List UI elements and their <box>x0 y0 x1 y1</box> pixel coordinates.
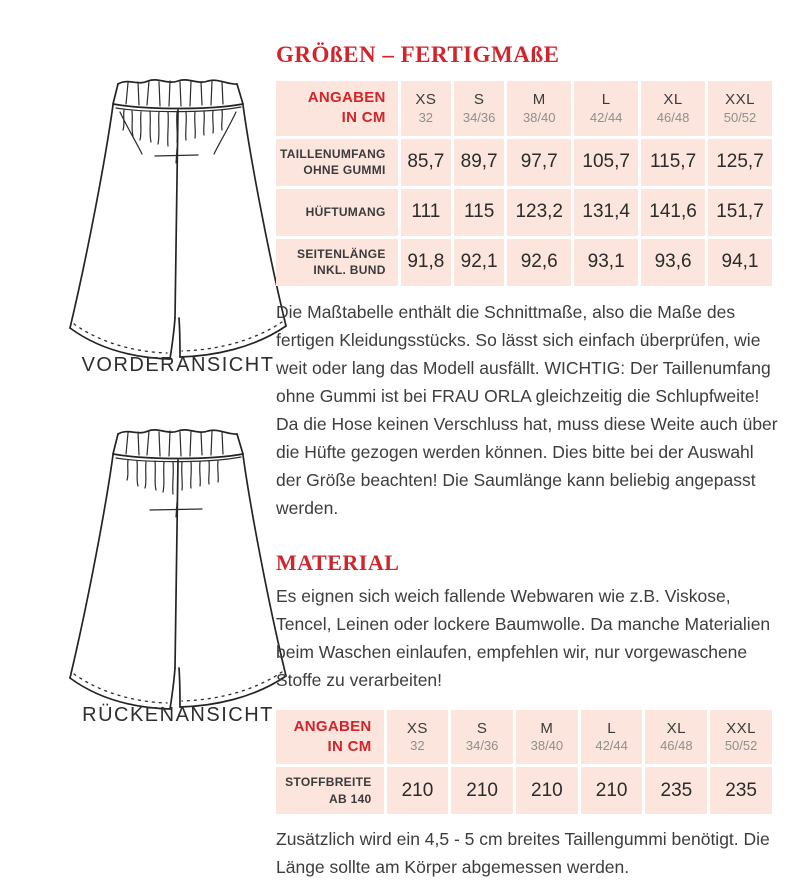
measurement-value: 97,7 <box>507 139 571 186</box>
size-column-header <box>708 81 772 136</box>
measurement-value: 91,8 <box>401 239 451 286</box>
measurement-value: 105,7 <box>574 139 638 186</box>
table-header-row <box>276 710 772 765</box>
size-column-header <box>454 81 504 136</box>
back-view-figure <box>52 422 304 727</box>
units-label-line: ANGABEN <box>307 89 386 106</box>
fabric-width-table <box>273 707 775 818</box>
measurement-value: 111 <box>401 189 451 236</box>
measurement-value: 115,7 <box>641 139 705 186</box>
size-name: XXL <box>725 91 755 109</box>
measurement-value: 93,6 <box>641 239 705 286</box>
front-view-figure <box>52 72 304 377</box>
measurement-row <box>276 139 772 186</box>
size-name: M <box>540 719 554 737</box>
size-numbers: 46/48 <box>656 109 690 125</box>
size-column-header <box>641 81 705 136</box>
measurement-value: 235 <box>710 767 772 814</box>
measurement-value: 92,1 <box>454 239 504 286</box>
units-label-line: IN CM <box>327 737 372 755</box>
size-numbers: 46/48 <box>660 738 693 754</box>
size-numbers: 32 <box>418 109 434 125</box>
size-column-header <box>451 710 513 765</box>
units-label-line: ANGABEN <box>293 717 372 735</box>
instructions-column <box>276 42 778 881</box>
measurement-value: 131,4 <box>574 189 638 236</box>
measurement-value: 235 <box>645 767 707 814</box>
front-view-label: VORDERANSICHT <box>81 354 275 376</box>
size-name: L <box>607 719 617 737</box>
sizes-paragraph: Die Maßtabelle enthält die Schnittmaße, also die Maße des fertigen Kleidungsstücks. So lässt sich einfach überprüfen, wie weit oder lang das Modell ausfällt. WICHTIG: Der Taillenumfang ohne Gummi ist bei FRAU ORLA gleichzeitig die Schlupfweite! Da die Hose keinen Verschluss hat, muss diese Weite auch über die Hüfte gezogen werden können. Dies bitte bei der Auswahl der Größe beachten! Die Saumlänge kann beliebig angepasst werden. <box>276 301 778 518</box>
measurement-value: 85,7 <box>401 139 451 186</box>
size-column-header <box>574 81 638 136</box>
size-column-header <box>581 710 643 765</box>
size-column-header <box>516 710 578 765</box>
material-section-title: MATERIAL <box>276 549 400 575</box>
measurement-label-cell <box>276 767 384 814</box>
size-column-header <box>645 710 707 765</box>
units-label-line: IN CM <box>341 109 386 127</box>
size-name: XL <box>663 91 683 109</box>
size-numbers: 50/52 <box>724 738 758 754</box>
measurement-row <box>276 189 772 236</box>
back-view-label: RÜCKENANSICHT <box>82 704 274 726</box>
finished-measurements-table <box>273 78 775 289</box>
measurement-value: 123,2 <box>507 189 571 236</box>
units-label-cell <box>276 710 384 765</box>
sizes-section-title: GRÖßEN – FERTIGMAßE <box>276 42 560 67</box>
measurement-label-line: STOFFBREITE <box>285 775 372 790</box>
size-numbers: 32 <box>410 738 425 754</box>
measurement-label-line: AB 140 <box>329 791 372 806</box>
fabric-width-table-wrap <box>276 707 778 818</box>
size-numbers: 34/36 <box>462 109 496 125</box>
size-name: XL <box>666 719 687 737</box>
measurement-label-line: TAILLENUMFANG <box>280 146 386 161</box>
size-name: XS <box>406 719 428 737</box>
measurement-value: 94,1 <box>708 239 772 286</box>
measurement-label-cell <box>276 189 398 236</box>
measurement-value: 210 <box>516 767 578 814</box>
measurement-value: 210 <box>451 767 513 814</box>
size-column-header <box>507 81 571 136</box>
size-column-header <box>387 710 449 765</box>
size-numbers: 34/36 <box>465 738 499 754</box>
size-name: XS <box>415 91 437 109</box>
measurement-label-line: INKL. BUND <box>313 263 386 277</box>
size-numbers: 38/40 <box>530 738 564 754</box>
size-name: S <box>476 719 488 737</box>
size-numbers: 50/52 <box>723 109 757 125</box>
measurement-value: 210 <box>387 767 449 814</box>
size-name: L <box>601 91 611 109</box>
pants-back-illustration <box>52 422 304 702</box>
size-column-header <box>710 710 772 765</box>
measurement-value: 92,6 <box>507 239 571 286</box>
size-numbers: 42/44 <box>595 738 628 754</box>
table-header-row <box>276 81 772 136</box>
material-paragraph: Es eignen sich weich fallende Webwaren wie z.B. Viskose, Tencel, Leinen oder lockere Baumwolle. Da manche Materialien beim Waschen einlaufen, empfehlen wir, nur vorgewaschene Stoffe zu verarbeiten! <box>276 585 771 690</box>
size-name: M <box>532 91 546 109</box>
size-numbers: 38/40 <box>522 109 556 125</box>
measurement-value: 151,7 <box>708 189 772 236</box>
measurement-value: 141,6 <box>641 189 705 236</box>
measurement-value: 125,7 <box>708 139 772 186</box>
pants-front-illustration <box>52 72 304 352</box>
units-label-cell <box>276 81 398 136</box>
measurement-value: 210 <box>581 767 643 814</box>
size-column-header <box>401 81 451 136</box>
size-name: S <box>473 91 485 109</box>
measurement-value: 93,1 <box>574 239 638 286</box>
measurement-label-cell <box>276 239 398 286</box>
elastic-note-paragraph: Zusätzlich wird ein 4,5 - 5 cm breites Taillengummi benötigt. Die Länge sollte am Körper abgemessen werden. <box>276 829 770 877</box>
measurement-value: 89,7 <box>454 139 504 186</box>
measurement-value: 115 <box>454 189 504 236</box>
measurement-label-line: HÜFTUMANG <box>305 204 386 219</box>
measurement-label-line: OHNE GUMMI <box>303 163 386 177</box>
measurement-row <box>276 767 772 814</box>
measurement-row <box>276 239 772 286</box>
measurement-label-cell <box>276 139 398 186</box>
measurement-label-line: SEITENLÄNGE <box>297 246 386 261</box>
size-numbers: 42/44 <box>589 109 623 125</box>
size-name: XXL <box>726 719 757 737</box>
